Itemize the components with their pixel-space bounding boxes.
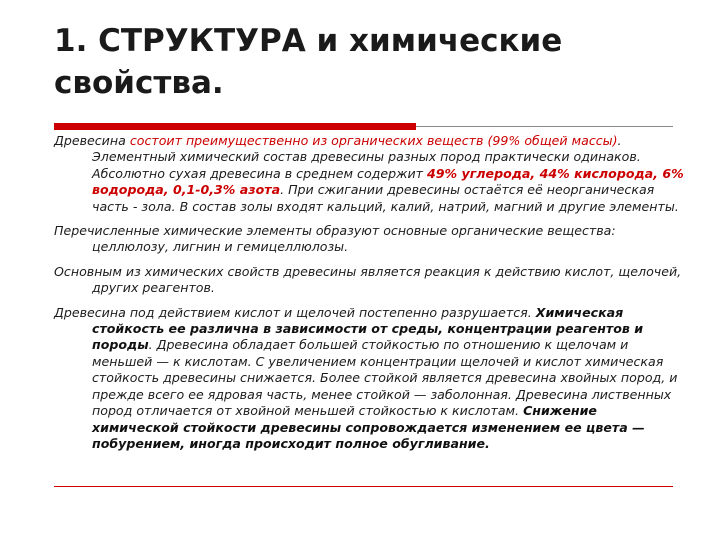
bottom-divider-line: [54, 486, 673, 487]
paragraph-composition: [54, 133, 684, 215]
color-change-highlight: Снижение химической стойкости древесины сопровождается изменением ее цвета — побурением, иногда происходит полное обугливание.: [92, 403, 645, 451]
paragraph-composition-text: . Элементный химический состав древесины разных пород практически одинаков. Абсолютно сухая древесина в среднем содержит: [92, 133, 641, 181]
organic-matter-highlight: состоит преимущественно из органических веществ (99% общей массы): [129, 133, 618, 148]
title-divider-line: [416, 126, 673, 127]
paragraph-composition-lead: Древесина: [54, 133, 130, 148]
elements-percentages-highlight: 49% углерода, 44% кислорода, 6% водорода, 0,1-0,3% азота: [92, 165, 684, 198]
slide-body: [54, 133, 684, 452]
resistance-highlight: Химическая стойкость ее различна в зависимости от среды, концентрации реагентов и породы: [92, 304, 644, 353]
paragraph-resistance-text: . Древесина обладает большей стойкостью по отношению к щелочам и меньшей — к кислотам. С увеличением концентрации щелочей и кислот химическая стойкость древесины снижается. Более стойкой является древесина хвойных пород, и прежде всего ее ядровая часть, менее стойкой — заболонная. Древесина лиственных пород отличается от хвойной меньшей стойкостью к кислотам.: [92, 337, 678, 419]
paragraph-chemical-properties: Основным из химических свойств древесины является реакция к действию кислот, щелочей, других реагентов.: [54, 263, 682, 296]
slide-title: 1. СТРУКТУРА и химические свойства.: [54, 23, 563, 101]
paragraph-organic-substances: Перечисленные химические элементы образуют основные органические вещества: целлюлозу, лигнин и гемицеллюлозы.: [54, 223, 616, 255]
title-divider-accent: [54, 123, 416, 130]
paragraph-resistance-lead: Древесина под действием кислот и щелочей постепенно разрушается.: [54, 304, 536, 320]
paragraph-chemical-resistance: [54, 305, 684, 453]
paragraph-composition-tail: . При сжигании древесины остаётся её неорганическая часть - зола. В состав золы входят кальций, калий, натрий, магний и другие элементы.: [92, 182, 679, 214]
